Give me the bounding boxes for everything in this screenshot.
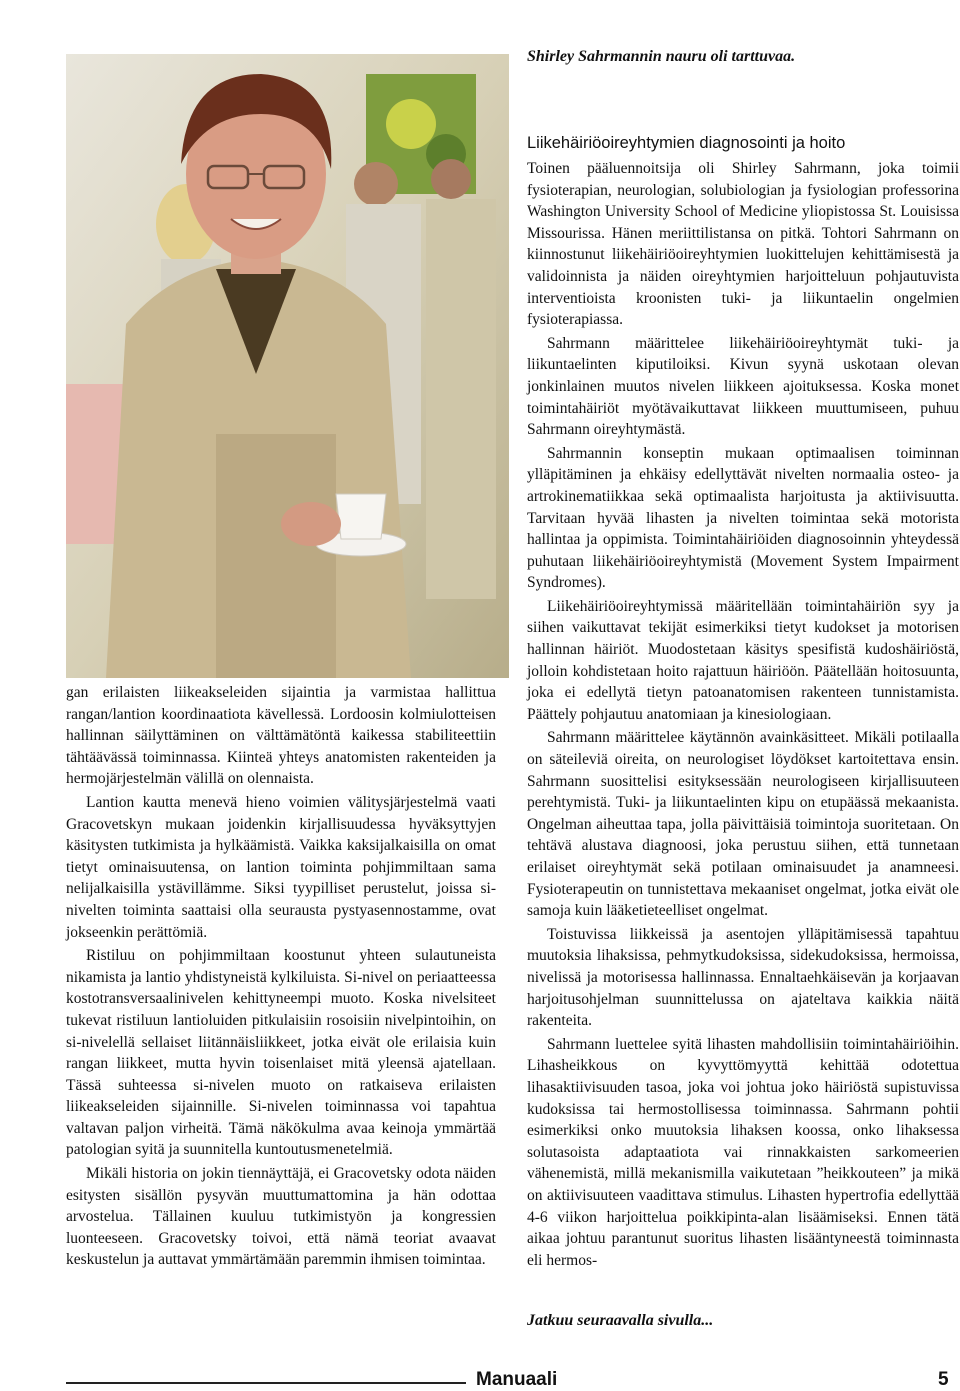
footer-rule bbox=[66, 1382, 466, 1384]
section-heading: Liikehäiriöoireyhtymien diagnosointi ja hoito bbox=[527, 134, 846, 152]
paragraph: Ristiluu on pohjimmiltaan koostunut yhteen sulautuneista nikamista ja lantio yhdistyneistä kylkiluista. Si-nivel on periaatteessa kostotransversaalinivelen kehittyneempi muoto. Koska nivelsiteet tukevat ristiluun lantioluiden pitkulaisiin rosoisiin nivelpintoihin, on si-nivelellä sellaiset liitännäisliikkeet, jotka eivät ole erilaisia kuin rangan liikkeet, mutta hyvin toisenlaiset mitä yleensä ajatellaan. Tässä suhteessa si-nivelen muoto on ratkaiseva erilaisten liikeakseleiden sijainnille. Si-nivelen toiminnassa voi tapahtua valtavan paljon virheitä. Tämä näkökulma avaa keinoja ymmärtää patologian syitä ja suunnitella kuntoutusmenetelmiä. bbox=[66, 947, 496, 1159]
paragraph: gan erilaisten liikeakseleiden sijaintia ja varmistaa hallittua rangan/lantion koordinaatiota kävellessä. Lordoosin kolmiulotteisen hallinnan säilyttäminen on välttämätöntä kaikessa stabiliteettiin tähtäävässä toiminnassa. Kiinteä yhteys anatomisten rakenteiden ja hermojärjestelmän välillä on olennaista. bbox=[66, 684, 496, 788]
paragraph: Toinen pääluennoitsija oli Shirley Sahrmann, joka toimii fysioterapian, neurologian, solubiologian ja fysiologian professorina Washington University School of Medicine yliopistossa St. Louisissa Missourissa. Hänen meriittilistansa on pitkä. Tohtori Sahrmann on kiinnostunut liikehäiriöoireyhtymien luokittelujen kehittämisestä ja validoinnista ja näiden oireyhtymien harjoitteluun pohjautuvista interventioista kroonisten tuki- ja liikuntaelin ongelmien fysioterapiassa. bbox=[527, 160, 959, 329]
portrait-photo bbox=[66, 54, 509, 678]
page-number: 5 bbox=[938, 1369, 949, 1390]
paragraph: Sahrmann luettelee syitä lihasten mahdollisiin toimintahäiriöihin. Lihasheikkous on kyvyttömyyttä kehittää odotettua lihasaktiivisuuden tasoa, joka voi johtua joko häiriöstä supistuvissa kudoksissa tai hermostollisessa toiminnassa. Sahrmann pohtii esimerkiksi onko muutoksia lihaksen koossa, onko lihaksessa solutasoista adaptaatiota vai rinnakkaisten sarkomeerien vähenemistä, millä mekanismilla vaikutetaan ”heikkouteen” ja mikä on aktiivisuuteen vaadittava stimulus. Lihasten hypertrofia edellyttää 4-6 viikon harjoittelua poikkipinta-alan lisäämiseksi. Ennen tätä aikaa johtuu parantunut suoritus lihasten lisääntyneestä toiminnasta eli hermos- bbox=[527, 1035, 959, 1269]
paragraph: Sahrmann määrittelee liikehäiriöoireyhtymät tuki- ja liikuntaelinten kiputiloiksi. Kivun syynä uskotaan olevan jonkinlainen muutos nivelen liikkeen ajoituksessa. Koska monet toimintahäiriöt myötävaikuttavat liikkeen muuttumiseen, puhuu Sahrmann oireyhtymästä. bbox=[527, 334, 959, 439]
continued-note: Jatkuu seuraavalla sivulla... bbox=[527, 1312, 714, 1329]
paragraph: Liikehäiriöoireyhtymissä määritellään toimintahäiriön syy ja siihen vaikuttavat tekijät esimerkiksi tietyt kudokset ja motorisen hallinnan häiriöt. Muodostetaan käsitys spesifistä kudoshäiriöstä, jolloin kohdistetaan hoito rajattuun häiriöön. Päätellään hoitosuunta, joka ei edellytä tietyn patoanatomisen rakenteen tunnistamista. Päättely pohjautuu anatomiaan ja kinesiologiaan. bbox=[527, 597, 959, 723]
paragraph: Mikäli historia on jokin tiennäyttäjä, ei Gracovetsky odota näiden esitysten sisällön pysyvän muuttumattomina ja hän odottaa arvostelua. Tällainen kuuluu tutkimistyön ja kongressien luonteeseen. Gracovetsky toivoi, että nämä teoriat avaavat keskustelun ja auttavat ymmärtämään paremmin ihmisen toimintaa. bbox=[66, 1165, 496, 1269]
paragraph: Sahrmann määrittelee käytännön avainkäsitteet. Mikäli potilaalla on säteileviä oireita, on neurologiset löydökset kartoitettava ensin. Sahrmann suosittelisi esityksessään neurologiseen kirjallisuuteen perehtymistä. Tuki- ja liikuntaelinten kipu on etupäässä mekaanista. Ongelman aiheuttaa tapa, jolla päivittäisiä toimintoja suoritetaan. On tehtävä alustava diagnoosi, joka perustuu siihen, että tunnetaan erilaiset oireyhtymät sekä potilaan ominaisuudet ja anamneesi. Fysioterapeutin on tunnistettava mekaaniset ongelmat, jotka eivät ole samoja kuin lääketieteelliset ongelmat. bbox=[527, 729, 959, 920]
right-column-text bbox=[527, 132, 959, 1273]
paragraph: Sahrmannin konseptin mukaan optimaalisen toiminnan ylläpitäminen ja ehkäisy edellyttävät nivelten normaalia osteo- ja artrokinematiikkaa sekä optimaalista harjoitusta ja aktiivisuutta. Tarvitaan hyvää lihasten ja nivelten toimintaa sekä motorista hallintaa ja oppimista. Toimintahäiriöiden diagnosoinnin yhteydessä puhutaan liikehäiriöoireyhtymistä (Movement System Impairment Syndromes). bbox=[527, 444, 959, 592]
paragraph: Toistuvissa liikkeissä ja asentojen ylläpitämisessä tapahtuu muutoksia lihaksissa, pehmytkudoksissa, sidekudoksissa, hermoissa, nivelissä ja motorisessa hallinnassa. Ennaltaehkäisevän ja korjaavan harjoitusohjelman suunnittelussa on ajateltava kaikkia näitä rakenteita. bbox=[527, 925, 959, 1030]
photo-caption: Shirley Sahrmannin nauru oli tarttuvaa. bbox=[527, 48, 796, 65]
publication-name: Manuaali bbox=[476, 1369, 558, 1390]
paragraph: Lantion kautta menevä hieno voimien välitysjärjestelmä vaati Gracovetskyn mukaan joidenkin kirjallisuudessa hyväksyttyjen käsitysten tutkimista ja hylkäämistä. Vaikka kaksijalkaisilla on omat tietyt ominaisuutensa, on lantion toiminta pohjimmiltaan sama nelijalkaisilla ystävillämme. Siksi tyypilliset perustelut, joissa si-nivelten toiminta saattaisi olla seurausta pystyasennostamme, ovat jokseenkin perättömiä. bbox=[66, 793, 496, 941]
left-column-text bbox=[66, 682, 496, 1273]
